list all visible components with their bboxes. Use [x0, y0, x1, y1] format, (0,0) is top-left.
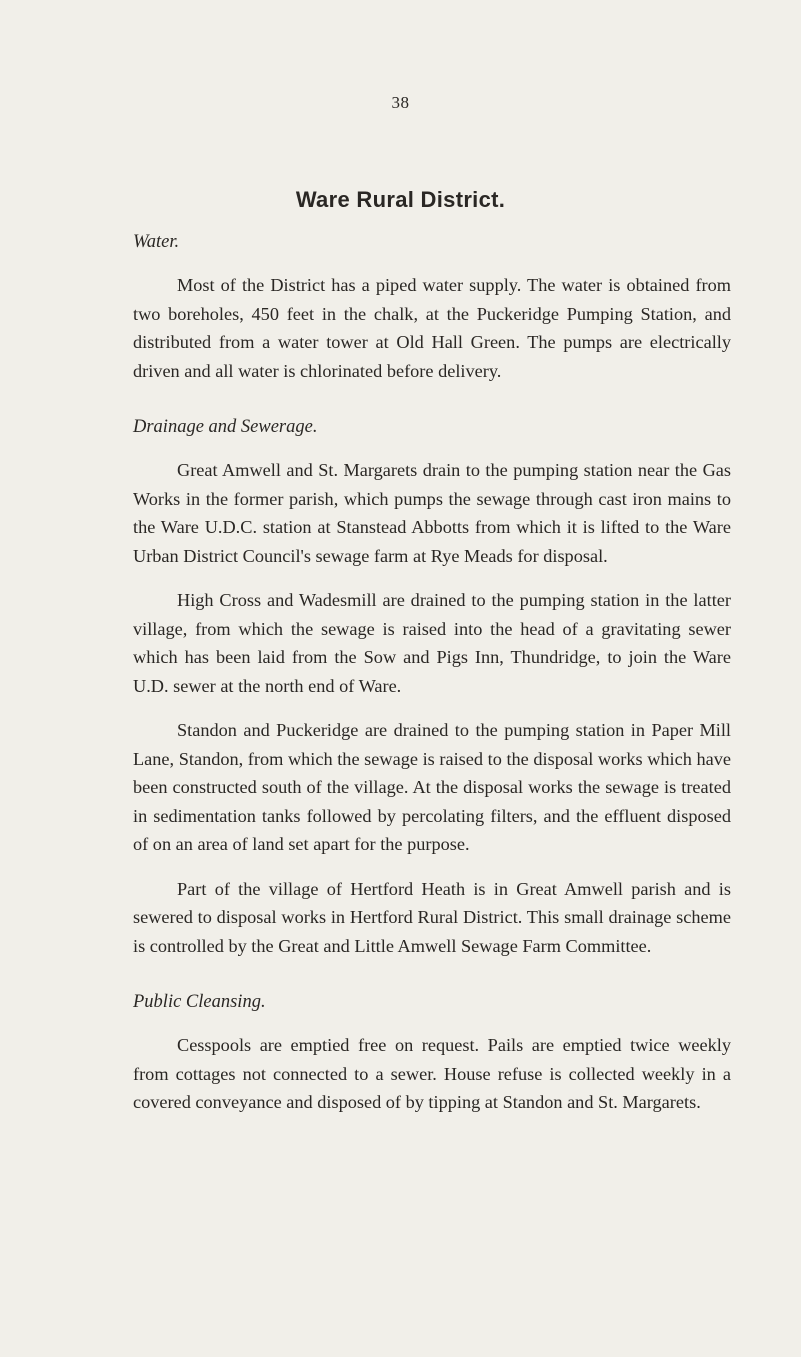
paragraph-standon: Standon and Puckeridge are drained to the pumping station in Paper Mill Lane, Standon, from which the sewage is raised to the disposal works which have been constructed south of the village. At the disposal works the sewage is treated in sedimentation tanks followed by percolating filters, and the effluent disposed of on an area of land set apart for the purpose. — [133, 720, 731, 854]
section-heading-cleansing: Public Cleansing. — [133, 992, 266, 1012]
page-number: 38 — [391, 93, 410, 112]
paragraph-great-amwell: Great Amwell and St. Margarets drain to the pumping station near the Gas Works in the former parish, which pumps the sewage through cast iron mains to the Ware U.D.C. station at Stanstead Abbotts from which it is lifted to the Ware Urban District Council's sewage farm at Rye Meads for disposal. — [133, 460, 731, 566]
paragraph-hertford-heath: Part of the village of Hertford Heath is in Great Amwell parish and is sewered to disposal works in Hertford Rural District. This small drainage scheme is controlled by the Great and Little Amwell Sewage Farm Committee. — [133, 878, 731, 956]
paragraph-high-cross: High Cross and Wadesmill are drained to the pumping station in the latter village, from which the sewage is raised into the head of a gravitating sewer which has been laid from the Sow and Pigs Inn, Thundridge, to join the Ware U.D. sewer at the north end of Ware. — [133, 590, 731, 696]
page-title: Ware Rural District. — [295, 187, 506, 212]
paragraph-water-supply: Most of the District has a piped water supply. The water is obtained from two boreholes, 450 feet in the chalk, at the Puckeridge Pumping Station, and distributed from a water tower at Old Hall Green. The pumps are electrically driven and all water is chlorinated before delivery. — [133, 275, 731, 381]
paragraph-public-cleansing: Cesspools are emptied free on request. Pails are emptied twice weekly from cottages not connected to a sewer. House refuse is collected weekly in a covered conveyance and disposed of by tipping at Standon and St. Margarets. — [133, 1035, 731, 1112]
section-heading-drainage: Drainage and Sewerage. — [133, 417, 318, 437]
document-body — [133, 228, 731, 1117]
section-heading-water: Water. — [133, 232, 180, 252]
